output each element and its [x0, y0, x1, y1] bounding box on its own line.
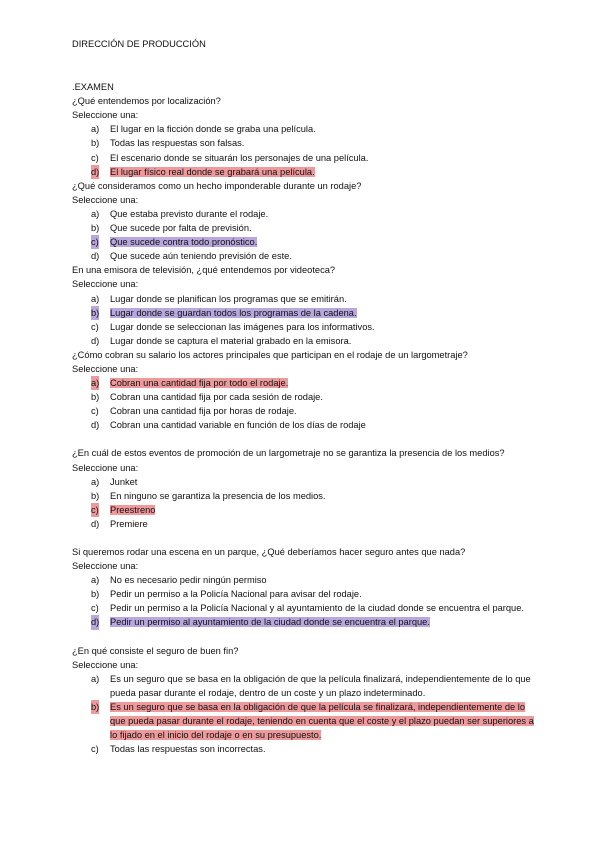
option-text: Lugar donde se captura el material grabado en la emisora. [110, 335, 352, 346]
answer-option [72, 235, 542, 249]
answer-option [72, 742, 542, 756]
option-text: Que sucede por falta de previsión. [110, 223, 252, 234]
option-text: Lugar donde se planifican los programas que se emitirán. [110, 293, 347, 304]
option-letter: c) [91, 503, 99, 517]
option-letter: d) [91, 165, 99, 179]
option-letter: d) [91, 420, 100, 431]
answer-option [72, 122, 542, 136]
question-text: ¿Qué entendemos por localización? [72, 96, 221, 107]
option-letter: a) [91, 376, 99, 390]
option-letter: d) [91, 615, 99, 629]
option-text: El lugar en la ficción donde se graba una película. [110, 124, 316, 135]
answer-option [72, 700, 542, 742]
option-letter: a) [91, 124, 100, 135]
option-letter: a) [91, 673, 100, 684]
option-letter: c) [91, 152, 99, 163]
answer-option [72, 418, 542, 432]
answer-option [72, 320, 542, 334]
answer-option [72, 151, 542, 165]
question-text: ¿En qué consiste el seguro de buen fin? [72, 645, 239, 656]
option-text: No es necesario pedir ningún permiso [110, 575, 267, 586]
answer-option [72, 475, 542, 489]
option-text-highlighted-purple: Que sucede contra todo pronóstico. [110, 237, 258, 248]
option-letter: c) [91, 744, 99, 755]
option-text-highlighted-red: Preestreno [110, 504, 156, 515]
answer-option [72, 404, 542, 418]
option-text: Pedir un permiso a la Policía Nacional y al ayuntamiento de la ciudad donde se encuentra el parque. [110, 603, 524, 614]
option-letter: d) [91, 335, 100, 346]
select-prompt: Seleccione una: [72, 462, 139, 473]
option-text: Que estaba previsto durante el rodaje. [110, 208, 269, 219]
option-text: Es un seguro que se basa en la obligación de que la película finalizará, independientemente de lo que pueda pasar durante el rodaje, dentro de un coste y un plazo indeterminado. [110, 673, 531, 698]
option-text: Pedir un permiso a la Policía Nacional para avisar del rodaje. [110, 589, 362, 600]
option-text: Lugar donde se seleccionan las imágenes para los informativos. [110, 321, 375, 332]
option-text: Junket [110, 476, 138, 487]
document-title: DIRECCIÓN DE PRODUCCIÓN [72, 39, 206, 49]
option-letter: b) [91, 306, 99, 320]
select-prompt: Seleccione una: [72, 659, 139, 670]
option-letter: c) [91, 321, 99, 332]
option-letter: b) [91, 392, 100, 403]
answer-option [72, 390, 542, 404]
question-text: ¿Cómo cobran su salario los actores principales que participan en el rodaje de un largometraje? [72, 349, 468, 360]
option-text-highlighted-red: Cobran una cantidad fija por todo el rodaje. [110, 378, 289, 389]
answer-option [72, 601, 542, 615]
option-letter: b) [91, 223, 100, 234]
answer-option [72, 306, 542, 320]
option-letter: c) [91, 406, 99, 417]
option-letter: b) [91, 138, 100, 149]
option-text: En ninguno se garantiza la presencia de los medios. [110, 490, 326, 501]
option-letter: a) [91, 208, 100, 219]
option-text: Que sucede aún teniendo previsión de este. [110, 251, 292, 262]
answer-option [72, 207, 542, 221]
select-prompt: Seleccione una: [72, 110, 139, 121]
option-letter: c) [91, 603, 99, 614]
answer-option [72, 136, 542, 150]
question-text: En una emisora de televisión, ¿qué entendemos por videoteca? [72, 265, 336, 276]
question-text: Si queremos rodar una escena en un parque, ¿Qué deberíamos hacer seguro antes que nada? [72, 547, 466, 557]
option-text: Cobran una cantidad variable en función de los días de rodaje [110, 420, 366, 431]
answer-option [72, 672, 542, 700]
answer-option [72, 615, 542, 629]
answer-option [72, 334, 542, 348]
option-text-highlighted-red: El lugar físico real donde se grabará una película. [110, 166, 315, 177]
select-prompt: Seleccione una: [72, 561, 139, 572]
option-text: Premiere [110, 518, 148, 529]
answer-option [72, 587, 542, 601]
option-letter: c) [91, 235, 99, 249]
exam-label: .EXAMEN [72, 82, 114, 93]
answer-option [72, 249, 542, 263]
option-text: Todas las respuestas son incorrectas. [110, 744, 266, 755]
question-text: ¿En cuál de estos eventos de promoción de un largometraje no se garantiza la presencia de los medios? [72, 448, 505, 459]
answer-option [72, 573, 542, 587]
option-text-highlighted-purple: Lugar donde se guardan todos los programas de la cadena. [110, 307, 357, 318]
option-letter: a) [91, 476, 100, 487]
question-text: ¿Qué consideramos como un hecho imponderable durante un rodaje? [72, 180, 362, 191]
option-text-highlighted-purple: Pedir un permiso al ayuntamiento de la ciudad donde se encuentra el parque. [110, 617, 430, 628]
option-text: Cobran una cantidad fija por horas de rodaje. [110, 406, 297, 417]
answer-option [72, 517, 542, 531]
answer-option [72, 221, 542, 235]
option-text: El escenario donde se situarán los personajes de una película. [110, 152, 369, 163]
option-letter: b) [91, 589, 100, 600]
option-letter: b) [91, 490, 100, 501]
answer-option [72, 489, 542, 503]
select-prompt: Seleccione una: [72, 194, 139, 205]
option-letter: a) [91, 293, 100, 304]
option-letter: d) [91, 518, 100, 529]
select-prompt: Seleccione una: [72, 279, 139, 290]
option-letter: a) [91, 575, 100, 586]
answer-option [72, 165, 542, 179]
answer-option [72, 376, 542, 390]
select-prompt: Seleccione una: [72, 363, 139, 374]
option-letter: b) [91, 700, 99, 714]
option-letter: d) [91, 251, 100, 262]
option-text-highlighted-red: Es un seguro que se basa en la obligación de que la película se finalizará, independientemente de lo que pueda pasar durante el rodaje, teniendo en cuenta que el coste y el plazo puedan ser superiores a lo fijado en el inicio del rodaje o en su presupuesto. [110, 701, 534, 741]
option-text: Todas las respuestas son falsas. [110, 138, 245, 149]
document-body [72, 37, 542, 756]
option-text: Cobran una cantidad fija por cada sesión de rodaje. [110, 392, 323, 403]
answer-option [72, 292, 542, 306]
answer-option [72, 503, 542, 517]
